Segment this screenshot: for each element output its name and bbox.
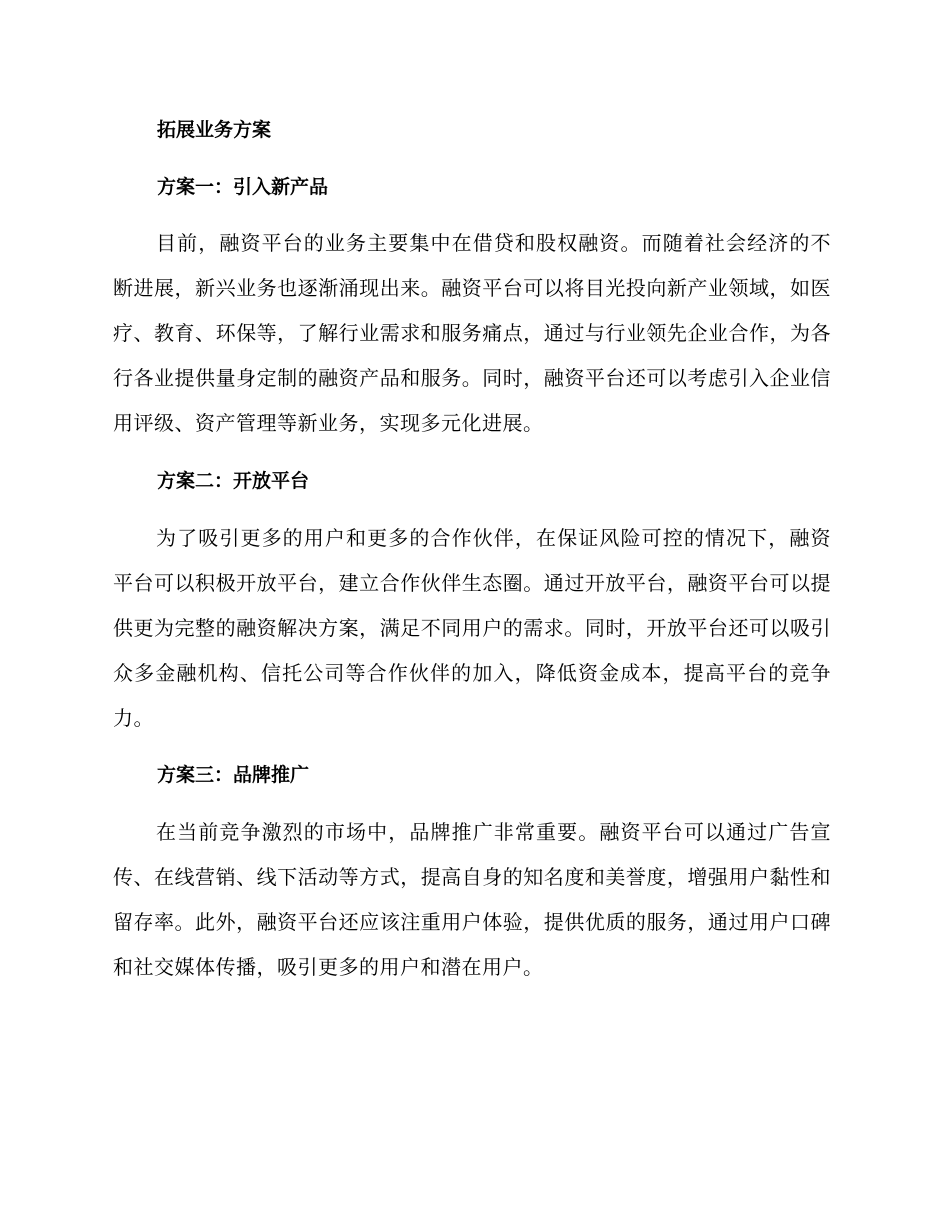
section-heading-2: 方案二：开放平台 (157, 470, 310, 492)
section-heading-3: 方案三：品牌推广 (157, 764, 310, 786)
section-heading-1: 方案一：引入新产品 (157, 176, 329, 198)
section-body-3: 在当前竞争激烈的市场中，品牌推广非常重要。融资平台可以通过广告宣传、在线营销、线下活动等方式，提高自身的知名度和美誉度，增强用户黏性和留存率。此外，融资平台还应该注重用户体验，提供优质的服务，通过用户口碑和社交媒体传播，吸引更多的用户和潜在用户。 (113, 820, 831, 979)
document-title: 拓展业务方案 (157, 119, 272, 141)
section-body-1: 目前，融资平台的业务主要集中在借贷和股权融资。而随着社会经济的不断进展，新兴业务也逐渐涌现出来。融资平台可以将目光投向新产业领域，如医疗、教育、环保等，了解行业需求和服务痛点，通过与行业领先企业合作，为各行各业提供量身定制的融资产品和服务。同时，融资平台还可以考虑引入企业信用评级、资产管理等新业务，实现多元化进展。 (113, 231, 831, 435)
section-body-2: 为了吸引更多的用户和更多的合作伙伴，在保证风险可控的情况下，融资平台可以积极开放平台，建立合作伙伴生态圈。通过开放平台，融资平台可以提供更为完整的融资解决方案，满足不同用户的需求。同时，开放平台还可以吸引众多金融机构、信托公司等合作伙伴的加入，降低资金成本，提高平台的竞争力。 (113, 526, 831, 730)
